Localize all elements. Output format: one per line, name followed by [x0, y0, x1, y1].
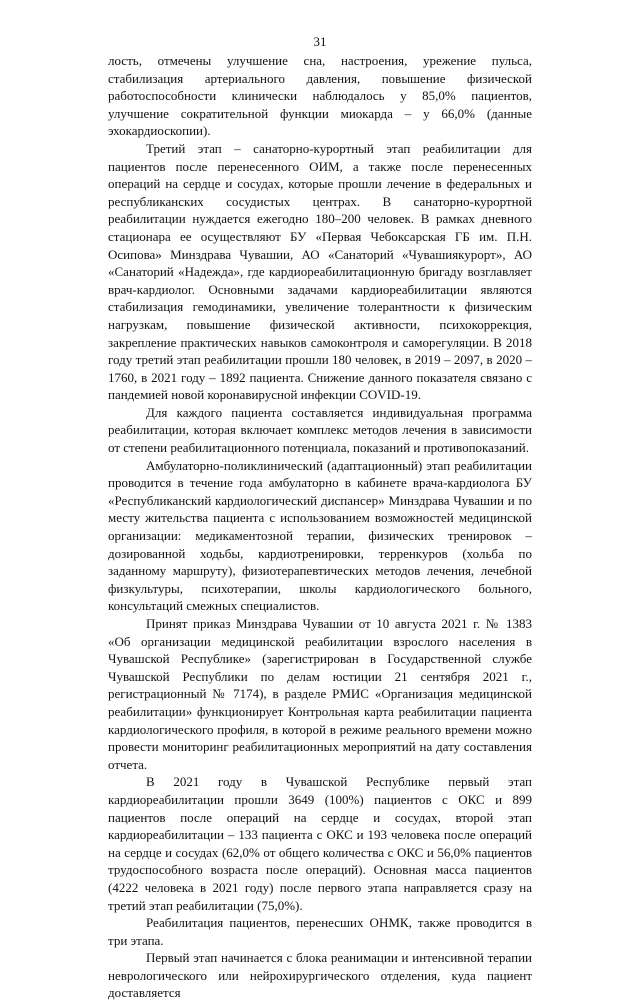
paragraph-sanatorium-stage: Третий этап – санаторно-курортный этап реабилитации для пациентов после перенесенного ОИМ, а также после перенесенных операций на сердце и сосудах, которые прошли лечение в федеральных и республиканских сосудистых центрах. В санаторно-курортной реабилитации нуждается ежегодно 180–200 человек. В рамках дневного стационара ее осуществляют БУ «Первая Чебоксарская ГБ им. П.Н. Осипова» Минздрава Чувашии, АО «Санаторий «Чувашиякурорт», АО «Санаторий «Надежда», где кардиореабилитационную бригаду возглавляет врач-кардиолог. Основными задачами кардиореабилитации являются стабилизация гемодинамики, увеличение толерантности к физическим нагрузкам, повышение физической активности, психокоррекция, закрепление практических навыков самоконтроля и саморегуляции. В 2018 году третий этап реабилитации прошли 180 человек, в 2019 – 2097, в 2020 – 1760, в 2021 году – 1892 пациента. Снижение данного показателя связано с пандемией новой коронавирусной инфекции COVID-19.: [108, 140, 532, 403]
paragraph-first-stage: Первый этап начинается с блока реанимации и интенсивной терапии неврологического или нейрохирургического отделения, куда пациент доставляется: [108, 950, 532, 1001]
paragraph-order: Принят приказ Минздрава Чувашии от 10 августа 2021 г. № 1383 «Об организации медицинской реабилитации взрослого населения в Чувашской Республике» (зарегистрирован в Государственной службе Чувашской Республики по делам юстиции 21 сентября 2021 г., регистрационный № 7174), в разделе РМИС «Организация медицинской реабилитации» функционирует Контрольная карта реабилитации пациента кардиологического профиля, в которой в режиме реального времени можно провести мониторинг реабилитационных мероприятий на дату составления отчета.: [108, 616, 532, 772]
paragraph-individual-program: Для каждого пациента составляется индивидуальная программа реабилитации, которая включает комплекс методов лечения в зависимости от степени реабилитационного потенциала, показаний и противопоказаний.: [108, 404, 532, 456]
paragraph-continuation: лость, отмечены улучшение сна, настроения, урежение пульса, стабилизация артериального давления, повышение физической работоспособности клинически наблюдалось у 85,0% пациентов, улучшение сократительной функции миокарда – у 66,0% (данные эхокардиоскопии).: [108, 53, 532, 139]
page-body: [108, 52, 532, 1002]
paragraph-onmk-rehabilitation: Реабилитация пациентов, перенесших ОНМК, также проводится в три этапа.: [108, 915, 532, 948]
paragraph-statistics-2021: В 2021 году в Чувашской Республике первый этап кардиореабилитации прошли 3649 (100%) пациентов с ОКС и 899 пациентов после операций на сердце и сосудах, второй этап кардиореабилитации – 133 пациента с ОКС и 193 человека после операций на сердце и сосудах (62,0% от общего количества с ОКС и 56,0% пациентов трудоспособного возраста после операций). Основная масса пациентов (4222 человека в 2021 году) после первого этапа направляется сразу на третий этап реабилитации (75,0%).: [108, 774, 532, 913]
paragraph-outpatient-stage: Амбулаторно-поликлинический (адаптационный) этап реабилитации проводится в течение года амбулаторно в кабинете врача-кардиолога БУ «Республиканский кардиологический диспансер» Минздрава Чувашии и по месту жительства пациента с использованием возможностей медицинской организации: медикаментозной терапии, физических тренировок – дозированной ходьбы, кардиотренировки, терренкуров (хольба по заданному маршруту), физиотерапевтических методов лечения, лечебной физкультуры, психотерапии, школы кардиологического больного, консультаций смежных специалистов.: [108, 457, 532, 614]
page-number: 31: [313, 34, 327, 49]
